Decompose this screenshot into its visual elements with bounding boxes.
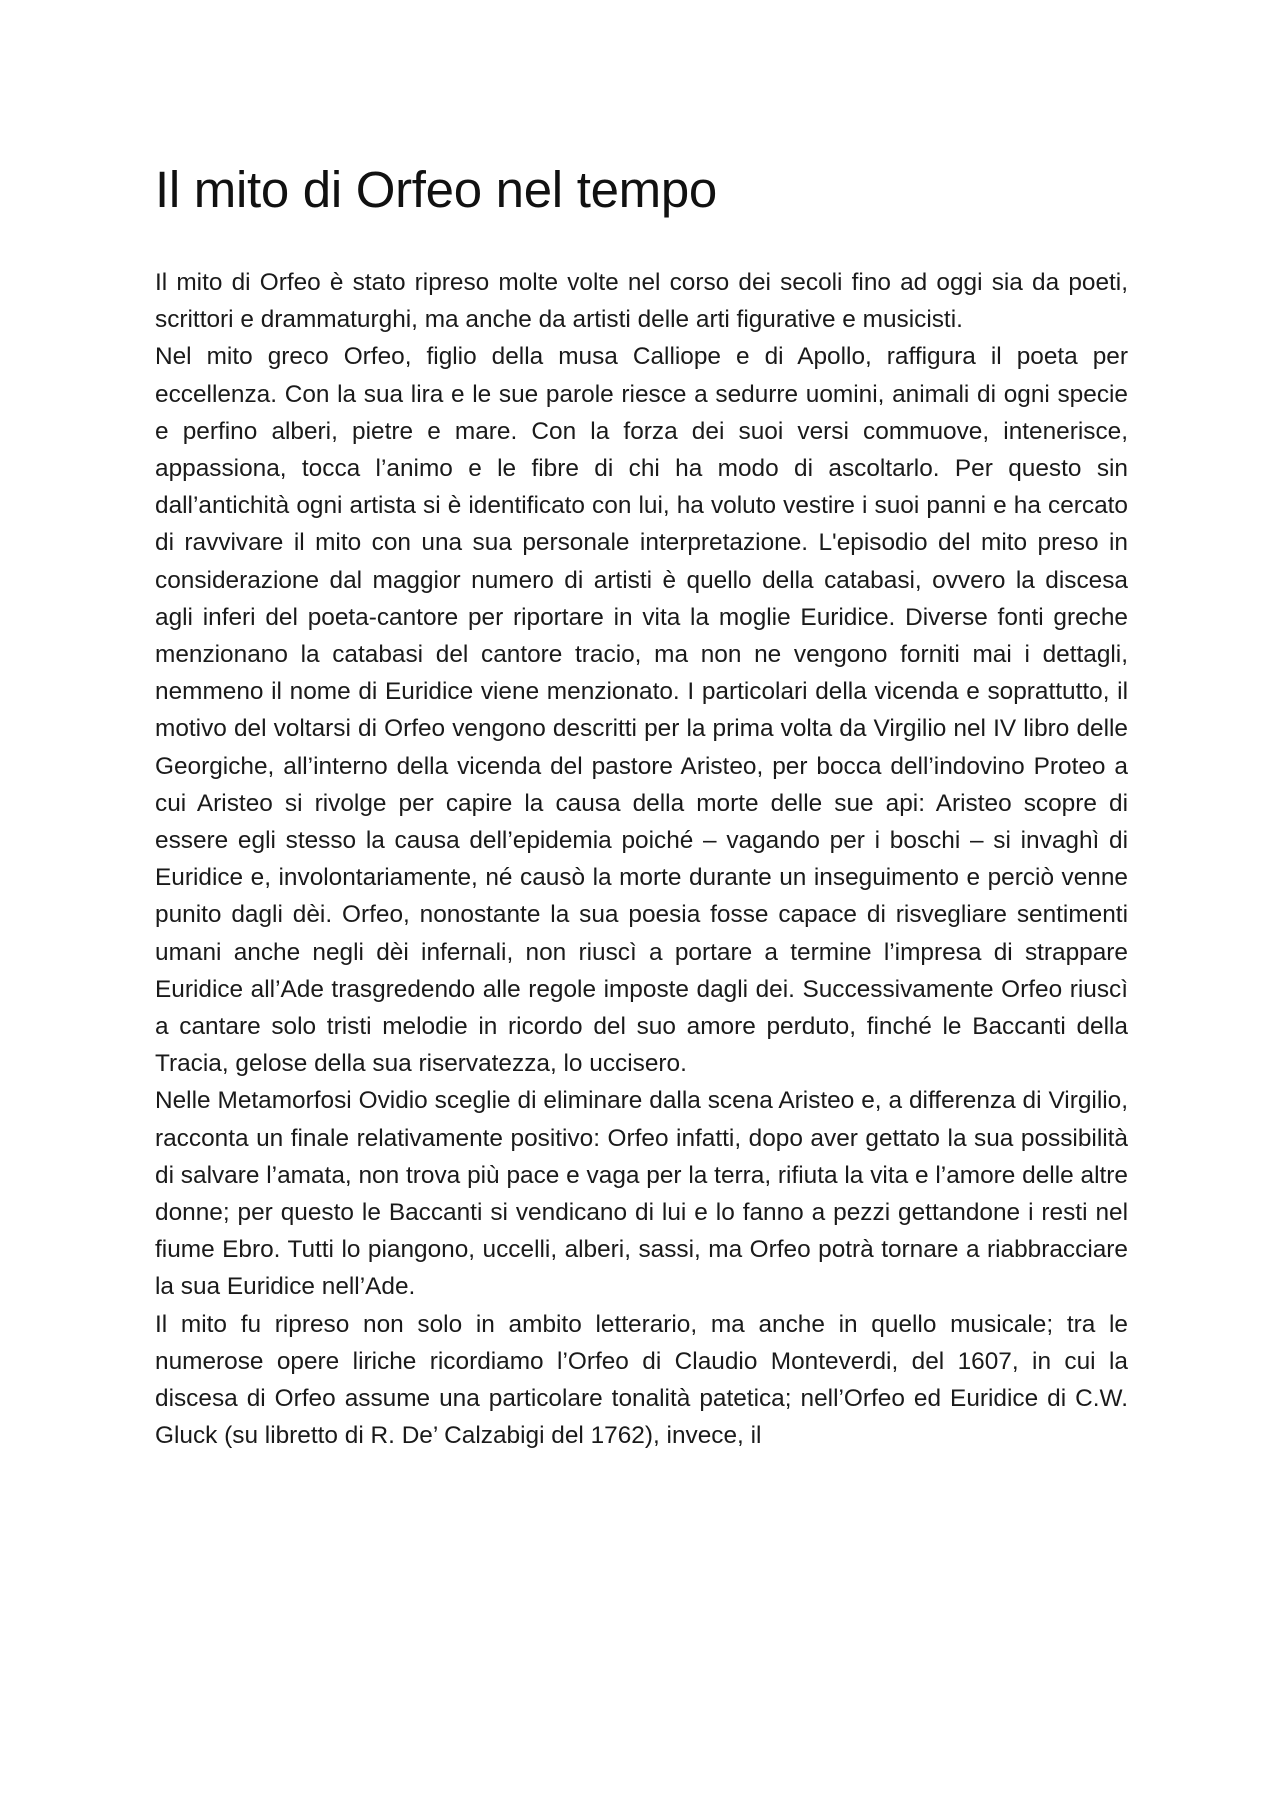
paragraph-greek-myth: Nel mito greco Orfeo, figlio della musa Calliope e di Apollo, raffigura il poeta per eccellenza. Con la sua lira e le sue parole riesce a sedurre uomini, animali di ogni specie e perfino alberi, pietre e mare. Con la forza dei suoi versi commuove, intenerisce, appassiona, tocca l’animo e le fibre di chi ha modo di ascoltarlo. Per questo sin dall’antichità ogni artista si è identificato con lui, ha voluto vestire i suoi panni e ha cercato di ravvivare il mito con una sua personale interpretazione. L'episodio del mito preso in considerazione dal maggior numero di artisti è quello della catabasi, ovvero la discesa agli inferi del poeta-cantore per riportare in vita la moglie Euridice. Diverse fonti greche menzionano la catabasi del cantore tracio, ma non ne vengono forniti mai i dettagli, nemmeno il nome di Euridice viene menzionato. I particolari della vicenda e soprattutto, il motivo del voltarsi di Orfeo vengono descritti per la prima volta da Virgilio nel IV libro delle Georgiche, all’interno della vicenda del pastore Aristeo, per bocca dell’indovino Proteo a cui Aristeo si rivolge per capire la causa della morte delle sue api: Aristeo scopre di essere egli stesso la causa dell’epidemia poiché – vagando per i boschi – si invaghì di Euridice e, involontariamente, né causò la morte durante un inseguimento e perciò venne punito dagli dèi. Orfeo, nonostante la sua poesia fosse capace di risvegliare sentimenti umani anche negli dèi infernali, non riuscì a portare a termine l’impresa di strappare Euridice all’Ade trasgredendo alle regole imposte dagli dei. Successivamente Orfeo riuscì a cantare solo tristi melodie in ricordo del suo amore perduto, finché le Baccanti della Tracia, gelose della sua riservatezza, lo uccisero.	[155, 343, 1128, 1078]
page-title: Il mito di Orfeo nel tempo	[155, 161, 717, 218]
paragraph-ovid: Nelle Metamorfosi Ovidio sceglie di eliminare dalla scena Aristeo e, a differenza di Virgilio, racconta un finale relativamente positivo: Orfeo infatti, dopo aver gettato la sua possibilità di salvare l’amata, non trova più pace e vaga per la terra, rifiuta la vita e l’amore delle altre donne; per questo le Baccanti si vendicano di lui e lo fanno a pezzi gettandone i resti nel fiume Ebro. Tutti lo piangono, uccelli, alberi, sassi, ma Orfeo potrà tornare a riabbracciare la sua Euridice nell’Ade.	[155, 1087, 1128, 1301]
body-text	[155, 264, 1128, 1455]
paragraph-intro: Il mito di Orfeo è stato ripreso molte volte nel corso dei secoli fino ad oggi sia da poeti, scrittori e drammaturghi, ma anche da artisti delle arti figurative e musicisti.	[155, 269, 1128, 334]
paragraph-music: Il mito fu ripreso non solo in ambito letterario, ma anche in quello musicale; tra le numerose opere liriche ricordiamo l’Orfeo di Claudio Monteverdi, del 1607, in cui la discesa di Orfeo assume una particolare tonalità patetica; nell’Orfeo ed Euridice di C.W. Gluck (su libretto di R. De’ Calzabigi del 1762), invece, il	[155, 1310, 1128, 1450]
